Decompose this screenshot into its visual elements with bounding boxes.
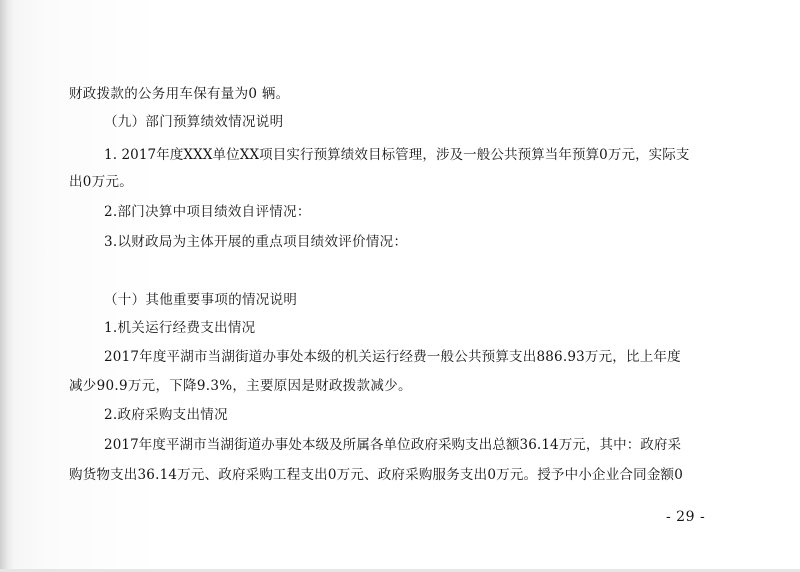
- page-edge-shadow: [0, 0, 14, 572]
- page-number: - 29 -: [666, 509, 706, 525]
- text-line-procurement-cont: 购货物支出36.14万元、政府采购工程支出0万元、政府采购服务支出0万元。授予中小企业合同金额0: [69, 467, 684, 483]
- text-line-performance-item-1: 1. 2017年度XXX单位XX项目实行预算绩效目标管理，涉及一般公共预算当年预算0万元，实际支: [104, 147, 690, 163]
- text-line-procurement: 2017年度平湖市当湖街道办事处本级及所属各单位政府采购支出总额36.14万元，其中：政府采: [104, 437, 682, 453]
- text-line-operating-expenses-cont: 减少90.9万元，下降9.3%，主要原因是财政拨款减少。: [69, 378, 412, 394]
- text-line-performance-item-2: 2.部门决算中项目绩效自评情况：: [104, 204, 311, 220]
- text-line-performance-item-3: 3.以财政局为主体开展的重点项目绩效评价情况：: [104, 234, 408, 250]
- subheading-operating-expenses: 1.机关运行经费支出情况: [104, 320, 256, 336]
- text-line-vehicle-count: 财政拨款的公务用车保有量为0 辆。: [69, 86, 290, 102]
- section-heading-performance: （九）部门预算绩效情况说明: [104, 114, 284, 130]
- section-heading-other-matters: （十）其他重要事项的情况说明: [104, 292, 298, 308]
- text-line-operating-expenses: 2017年度平湖市当湖街道办事处本级的机关运行经费一般公共预算支出886.93万元，比上年度: [104, 349, 681, 365]
- text-line-performance-item-1-cont: 出0万元。: [69, 174, 134, 190]
- subheading-procurement: 2.政府采购支出情况: [104, 407, 228, 423]
